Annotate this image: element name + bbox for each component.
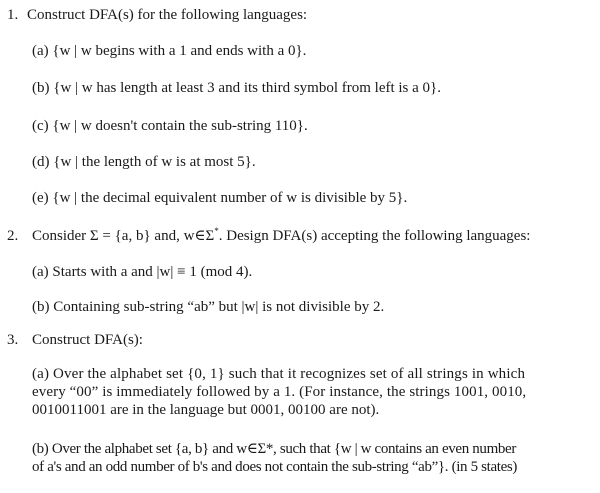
q1-item-b: (b) {w | w has length at least 3 and its third symbol from left is a 0}. <box>32 80 441 96</box>
q1-item-d: (d) {w | the length of w is at most 5}. <box>32 154 256 170</box>
q3-item-b-line-2: of a's and an odd number of b's and does not contain the sub-string “ab”}. (in 5 states) <box>32 459 518 475</box>
q3-item-a-line-1: (a) Over the alphabet set {0, 1} such that it recognizes set of all strings in which <box>32 366 526 382</box>
q2-item-b: (b) Containing sub-string “ab” but |w| is not divisible by 2. <box>32 299 385 315</box>
q1-item-c: (c) {w | w doesn't contain the sub-string 110}. <box>32 118 308 134</box>
q2-heading-sup: * <box>214 226 219 236</box>
q2-item-a: (a) Starts with a and |w| ≡ 1 (mod 4). <box>32 264 253 280</box>
q2-heading-start: Consider Σ = {a, b} and, w∈Σ <box>32 228 215 244</box>
q1-number: 1. <box>7 7 19 23</box>
q2-heading <box>32 227 530 245</box>
q1-item-e: (e) {w | the decimal equivalent number of w is divisible by 5}. <box>32 190 408 206</box>
q1-item-a: (a) {w | w begins with a 1 and ends with a 0}. <box>32 43 307 59</box>
q1-heading: Construct DFA(s) for the following languages: <box>27 7 308 23</box>
q3-number: 3. <box>7 332 19 348</box>
q3-heading: Construct DFA(s): <box>32 332 143 348</box>
q3-item-a-line-3: 0010011001 are in the language but 0001, 00100 are not). <box>32 402 380 418</box>
q2-number: 2. <box>7 228 19 244</box>
q3-item-b-line-1: (b) Over the alphabet set {a, b} and w∈Σ*, such that {w | w contains an even number <box>32 441 516 457</box>
q3-item-a-line-2: every “00” is immediately followed by a 1. (For instance, the strings 1001, 0010, <box>32 384 527 400</box>
q2-heading-end: . Design DFA(s) accepting the following languages: <box>218 228 531 244</box>
